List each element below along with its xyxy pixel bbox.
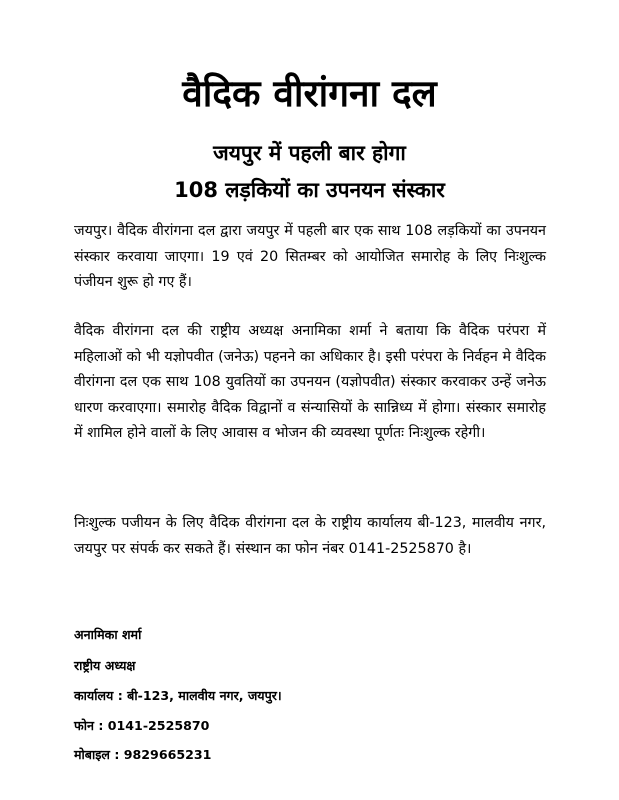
paragraph-intro: जयपुर। वैदिक वीरांगना दल द्वारा जयपुर में पहली बार एक साथ 108 लड़कियों का उपनयन संस्कार करवाया जाएगा। 19 एवं 20 सितम्बर को आयोजित समारोह के लिए निःशुल्क पंजीयन शुरू हो गए हैं। bbox=[74, 223, 546, 290]
signatory-name: अनामिका शर्मा bbox=[74, 627, 142, 642]
office-address: कार्यालय : बी-123, मालवीय नगर, जयपुर। bbox=[74, 688, 282, 703]
subtitle-line-1: जयपुर में पहली बार होगा bbox=[213, 141, 406, 165]
paragraph-registration: निःशुल्क पजीयन के लिए वैदिक वीरांगना दल के राष्ट्रीय कार्यालय बी-123, मालवीय नगर, जयपुर पर संपर्क कर सकते हैं। संस्थान का फोन नंबर 0141-2525870 है। bbox=[74, 515, 546, 557]
paragraph-details: वैदिक वीरांगना दल की राष्ट्रीय अध्यक्ष अनामिका शर्मा ने बताया कि वैदिक परंपरा में महिलाओं को भी यज्ञोपवीत (जनेऊ) पहनने का अधिकार है। इसी परंपरा के निर्वहन मे वैदिक वीरांगना दल एक साथ 108 युवतियों का उपनयन (यज्ञोपवीत) संस्कार करवाकर उन्हें जनेऊ धारण करवाएगा। समारोह वैदिक विद्वानों व संन्यासियों के सान्निध्य में होगा। संस्कार समारोह में शामिल होने वालों के लिए आवास व भोजन की व्यवस्था पूर्णतः निःशुल्क रहेगी। bbox=[74, 323, 546, 441]
mobile-number: मोबाइल : 9829665231 bbox=[74, 747, 212, 762]
signatory-designation: राष्ट्रीय अध्यक्ष bbox=[74, 658, 136, 673]
phone-number: फोन : 0141-2525870 bbox=[74, 718, 210, 733]
subtitle-line-2: 108 लड़कियों का उपनयन संस्कार bbox=[174, 178, 445, 202]
document-title: वैदिक वीरांगना दल bbox=[182, 72, 437, 115]
